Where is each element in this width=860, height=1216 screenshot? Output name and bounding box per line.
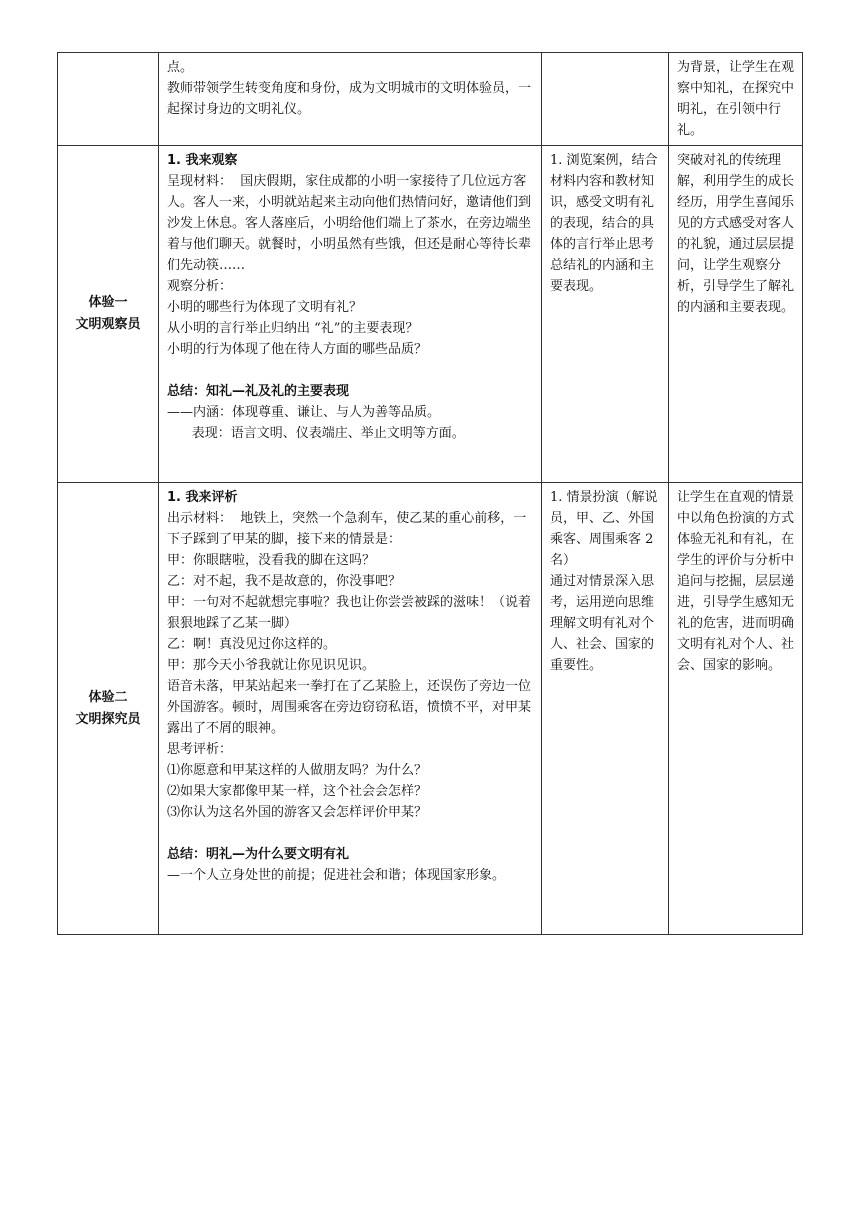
content-cell [159, 53, 542, 146]
section-heading: 1. 我来评析 [167, 490, 238, 505]
stage-cell [58, 483, 159, 935]
table-row [58, 53, 803, 146]
content-line: 表现：语言文明、仪表端庄、举止文明等方面。 [167, 426, 465, 441]
blank-line [167, 823, 533, 844]
content-line: 乙：啊！真没见过你这样的。 [167, 637, 337, 652]
student-activity-text: 1. 情景扮演（解说员，甲、乙、外国乘客、周围乘客 2 名） 通过对情景深入思考，运用逆向思维理解文明有礼对个人、社会、国家的重要性。 [550, 490, 658, 673]
table-row [58, 483, 803, 935]
content-line: 观察分析： [167, 279, 233, 294]
section-heading: 1. 我来观察 [167, 153, 238, 168]
design-intent-text: 突破对礼的传统理解，利用学生的成长经历，用学生喜闻乐见的方式感受对客人的礼貌，通过层层提问，让学生观察分析，引导学生了解礼的内涵和主要表现。 [677, 153, 795, 315]
design-intent-cell [669, 483, 803, 935]
content-line: 甲：那今天小爷我就让你见识见识。 [167, 658, 376, 673]
content-line: 小明的行为体现了他在待人方面的哪些品质？ [167, 342, 428, 357]
table-row [58, 146, 803, 483]
student-activity-cell [542, 483, 669, 935]
stage-title: 体验二 [88, 689, 128, 705]
content-line: 甲：你眼瞎啦，没看我的脚在这吗？ [167, 553, 376, 568]
design-intent-text: 为背景，让学生在观察中知礼，在探究中明礼，在引领中行礼。 [677, 60, 795, 138]
content-line: —一个人立身处世的前提；促进社会和谐；体现国家形象。 [167, 868, 506, 883]
stage-role: 文明探究员 [75, 711, 141, 727]
content-line: ——内涵：体现尊重、谦让、与人为善等品质。 [167, 405, 441, 420]
content-line: 点。 [167, 60, 194, 75]
content-line: 从小明的言行举止归纳出 “礼”的主要表现？ [167, 321, 419, 336]
stage-title: 体验一 [88, 295, 128, 310]
student-activity-cell [542, 53, 669, 146]
content-line: 乙：对不起，我不是故意的，你没事吧？ [167, 574, 402, 589]
content-line: 出示材料： 地铁上，突然一个急刹车，使乙某的重心前移，一下子踩到了甲某的脚，接下来的情景是： [167, 511, 527, 547]
blank-line [167, 360, 533, 381]
section-heading: 总结：知礼—礼及礼的主要表现 [167, 384, 350, 399]
content-line: ⑴你愿意和甲某这样的人做朋友吗？为什么？ [167, 763, 428, 778]
content-cell [159, 146, 542, 483]
stage-cell [58, 146, 159, 483]
table-body [58, 53, 803, 935]
stage-role: 文明观察员 [75, 317, 141, 332]
content-line: 小明的哪些行为体现了文明有礼？ [167, 300, 363, 315]
student-activity-cell [542, 146, 669, 483]
lesson-plan-table [57, 52, 803, 935]
content-line: 思考评析： [167, 742, 233, 757]
content-cell [159, 483, 542, 935]
design-intent-cell [669, 146, 803, 483]
stage-cell [58, 53, 159, 146]
content-line: ⑵如果大家都像甲某一样，这个社会会怎样？ [167, 784, 428, 799]
student-activity-text: 1. 浏览案例，结合材料内容和教材知识，感受文明有礼的表现，结合的具体的言行举止思考总结礼的内涵和主要表现。 [550, 153, 658, 294]
content-line: 教师带领学生转变角度和身份，成为文明城市的文明体验员，一起探讨身边的文明礼仪。 [167, 81, 532, 117]
design-intent-cell [669, 53, 803, 146]
content-line: 甲：一句对不起就想完事啦？我也让你尝尝被踩的滋味！（说着狠狠地踩了乙某一脚） [167, 595, 532, 631]
content-line: 语音未落，甲某站起来一拳打在了乙某脸上，还误伤了旁边一位外国游客。顿时，周围乘客在旁边窃窃私语，愤愤不平，对甲某露出了不屑的眼神。 [167, 679, 532, 736]
section-heading: 总结：明礼—为什么要文明有礼 [167, 847, 350, 862]
content-line: ⑶你认为这名外国的游客又会怎样评价甲某？ [167, 805, 428, 820]
design-intent-text: 让学生在直观的情景中以角色扮演的方式体验无礼和有礼，在学生的评价与分析中追问与挖掘，层层递进，引导学生感知无礼的危害，进而明确文明有礼对个人、社会、国家的影响。 [677, 490, 795, 673]
content-line: 呈现材料： 国庆假期，家住成都的小明一家接待了几位远方客人。客人一来，小明就站起来主动向他们热情问好，邀请他们到沙发上休息。客人落座后，小明给他们端上了茶水，在旁边端坐着与他们聊天。就餐时，小明虽然有些饿，但还是耐心等待长辈们先动筷…… [167, 174, 532, 273]
